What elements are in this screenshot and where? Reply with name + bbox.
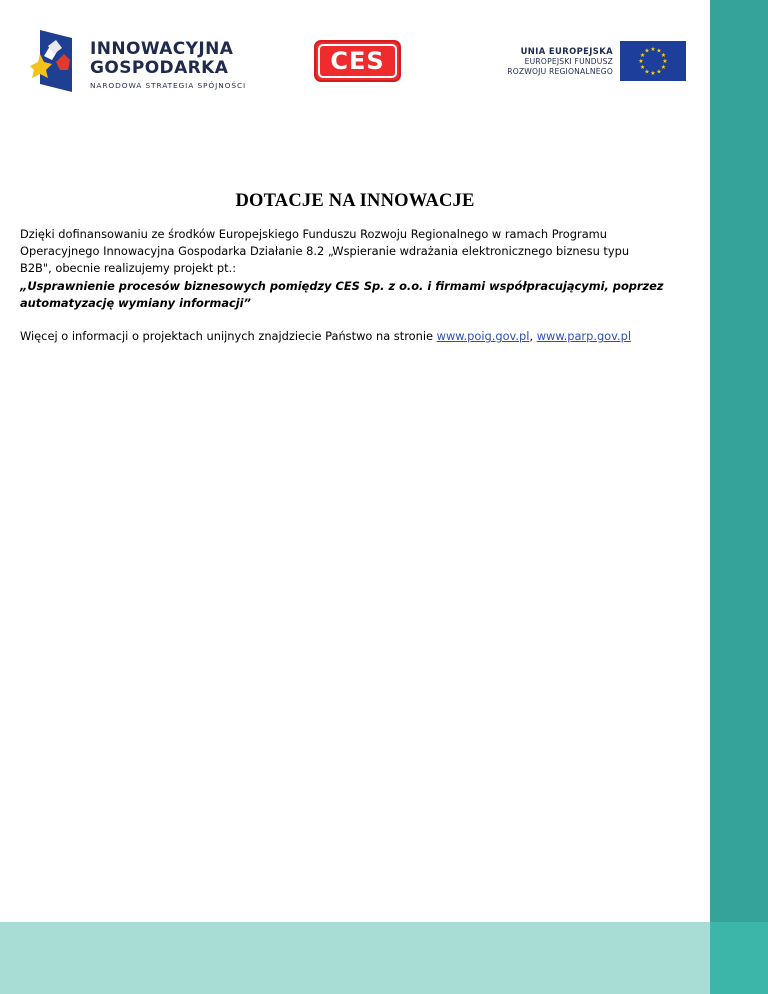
eu-star-icon: ★: [639, 53, 646, 59]
eu-star-icon: ★: [662, 59, 668, 65]
eu-logo-line1: UNIA EUROPEJSKA: [520, 46, 613, 56]
eu-star-icon: ★: [656, 69, 662, 76]
side-decor-bar: [710, 0, 768, 994]
eu-star-icon: ★: [644, 48, 650, 55]
corner-decor-block: [710, 922, 768, 994]
main-content: [20, 226, 680, 345]
innowacyjna-gospodarka-logo: [28, 26, 268, 96]
bottom-decor-band: [0, 922, 710, 994]
intro-line-1: Dzięki dofinansowaniu ze środków Europejskiego Funduszu Rozwoju Regionalnego w ramach Programu: [20, 227, 607, 241]
intro-line-2: Operacyjnego Innowacyjna Gospodarka Działanie 8.2 „Wspieranie wdrażania elektronicznego biznesu typu: [20, 244, 630, 259]
page-title: DOTACJE NA INNOWACJE: [235, 191, 475, 211]
more-info-text: Więcej o informacji o projektach unijnych znajdziecie Państwo na stronie: [20, 329, 437, 344]
ig-logo-line1: INNOWACYJNA: [90, 39, 234, 59]
eu-star-icon: ★: [660, 53, 667, 59]
project-name-line-2: automatyzację wymiany informacji”: [20, 295, 251, 310]
eu-logo-text: [470, 46, 613, 78]
eu-logo-line2: EUROPEJSKI FUNDUSZ: [524, 56, 613, 66]
eu-star-icon: ★: [638, 59, 644, 65]
eu-star-icon: ★: [656, 48, 662, 55]
eu-star-icon: ★: [644, 69, 650, 76]
link-separator: ,: [529, 329, 537, 344]
eu-star-icon: ★: [650, 71, 656, 77]
ig-logo-line2: GOSPODARKA: [90, 58, 229, 78]
eu-star-icon: ★: [639, 65, 646, 71]
ces-logo: [314, 40, 401, 82]
more-info-paragraph: [20, 328, 680, 345]
eu-star-icon: ★: [650, 47, 656, 53]
poig-link[interactable]: www.poig.gov.pl: [436, 329, 530, 344]
ces-logo-text: CES: [318, 44, 397, 78]
parp-link[interactable]: www.parp.gov.pl: [536, 329, 632, 344]
eu-logo-line3: ROZWOJU REGIONALNEGO: [507, 67, 613, 76]
intro-line-3: B2B", obecnie realizujemy projekt pt.:: [20, 261, 237, 276]
ig-emblem-icon: [28, 26, 88, 96]
project-name-line-1: „Usprawnienie procesów biznesowych pomiędzy CES Sp. z o.o. i firmami współpracującymi, poprzez: [20, 278, 664, 293]
eu-flag-icon: [620, 41, 686, 81]
ig-logo-line3: NARODOWA STRATEGIA SPÓJNOŚCI: [90, 81, 247, 90]
eu-star-icon: ★: [660, 65, 667, 71]
